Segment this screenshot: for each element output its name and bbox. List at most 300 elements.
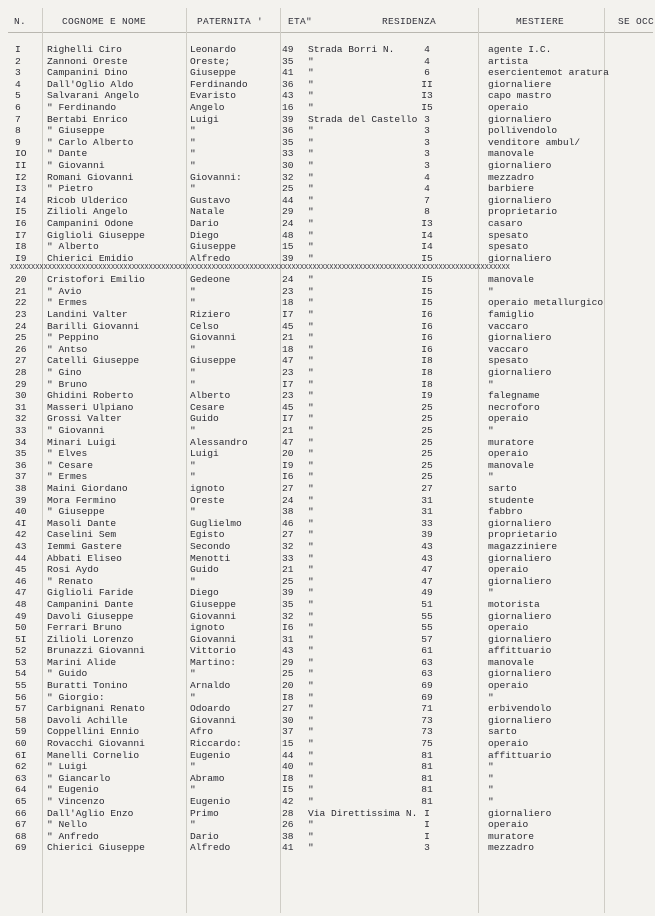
row-name: Campanini Dino xyxy=(47,67,128,79)
row-house-number: I3 xyxy=(421,90,433,102)
header-residenza: RESIDENZA xyxy=(382,16,437,27)
row-house-number: I8 xyxy=(421,355,433,367)
table-rows-part-2 xyxy=(0,274,655,854)
header-rule xyxy=(8,32,653,33)
row-residenza: " xyxy=(308,564,314,576)
table-row xyxy=(0,692,655,704)
row-name: Minari Luigi xyxy=(47,436,117,448)
row-number: 49 xyxy=(15,610,27,622)
row-paternita: " xyxy=(190,575,196,587)
row-eta: 18 xyxy=(282,343,294,355)
row-mestiere: capo mastro xyxy=(488,90,552,102)
row-number: 4I xyxy=(15,517,27,529)
row-paternita: Arnaldo xyxy=(190,680,231,692)
row-name: " Antso xyxy=(47,343,88,355)
row-eta: 47 xyxy=(282,355,294,367)
row-number: 66 xyxy=(15,807,27,819)
row-residenza: " xyxy=(308,506,314,518)
row-mestiere: operaio xyxy=(488,564,529,576)
table-row xyxy=(0,773,655,785)
row-number: 29 xyxy=(15,378,27,390)
row-house-number: 4 xyxy=(424,171,430,183)
row-mestiere: operaio xyxy=(488,680,529,692)
table-row xyxy=(0,634,655,646)
row-residenza: " xyxy=(308,217,314,229)
row-paternita: " xyxy=(190,784,196,796)
row-residenza: " xyxy=(308,367,314,379)
row-eta: 20 xyxy=(282,680,294,692)
row-number: 44 xyxy=(15,552,27,564)
header-extra: SE OCC xyxy=(618,16,655,27)
row-eta: 44 xyxy=(282,194,294,206)
row-residenza: " xyxy=(308,714,314,726)
table-row xyxy=(0,541,655,553)
row-eta: 48 xyxy=(282,229,294,241)
row-name: Chierici Emidio xyxy=(47,252,134,264)
row-name: Maini Giordano xyxy=(47,482,128,494)
row-residenza: " xyxy=(308,587,314,599)
row-mestiere: operaio metallurgico xyxy=(488,297,604,309)
table-row xyxy=(0,599,655,611)
row-residenza: " xyxy=(308,633,314,645)
row-mestiere: manovale xyxy=(488,656,535,668)
row-house-number: 63 xyxy=(421,656,433,668)
row-eta: 41 xyxy=(282,842,294,854)
row-mestiere: affittuario xyxy=(488,645,552,657)
row-paternita: Menotti xyxy=(190,552,231,564)
row-mestiere: " xyxy=(488,471,494,483)
row-paternita: " xyxy=(190,343,196,355)
row-name: Dall'Oglio Aldo xyxy=(47,78,134,90)
row-paternita: Giovanni xyxy=(190,633,237,645)
row-paternita: Alberto xyxy=(190,390,231,402)
row-mestiere: fabbro xyxy=(488,506,523,518)
row-paternita: Guglielmo xyxy=(190,517,242,529)
row-house-number: 3 xyxy=(424,842,430,854)
row-paternita: Alessandro xyxy=(190,436,248,448)
row-eta: 47 xyxy=(282,436,294,448)
row-eta: 28 xyxy=(282,807,294,819)
row-name: Campanini Dante xyxy=(47,598,134,610)
row-paternita: Angelo xyxy=(190,101,225,113)
row-name: Zilioli Lorenzo xyxy=(47,633,134,645)
row-mestiere: " xyxy=(488,761,494,773)
table-row xyxy=(0,518,655,530)
table-row xyxy=(0,529,655,541)
table-row xyxy=(0,576,655,588)
row-residenza: " xyxy=(308,390,314,402)
row-name: " Carlo Alberto xyxy=(47,136,134,148)
row-house-number: 25 xyxy=(421,413,433,425)
row-residenza: " xyxy=(308,471,314,483)
row-mestiere: giornaliero xyxy=(488,552,552,564)
table-row xyxy=(0,796,655,808)
row-number: I4 xyxy=(15,194,27,206)
row-name: Ricob Ulderico xyxy=(47,194,128,206)
table-row xyxy=(0,831,655,843)
row-eta: 15 xyxy=(282,738,294,750)
row-paternita: Giuseppe xyxy=(190,355,237,367)
row-name: " Peppino xyxy=(47,332,99,344)
row-house-number: 81 xyxy=(421,796,433,807)
row-house-number: I4 xyxy=(421,241,433,253)
row-mestiere: sarto xyxy=(488,726,517,738)
row-number: 25 xyxy=(15,332,27,344)
row-number: 56 xyxy=(15,691,27,703)
header-n: N. xyxy=(14,16,27,27)
row-paternita: Diego xyxy=(190,229,219,241)
row-mestiere: giornaliero xyxy=(488,633,552,645)
row-number: 62 xyxy=(15,761,27,773)
row-mestiere: magazziniere xyxy=(488,540,558,552)
row-paternita: Gedeone xyxy=(190,274,231,286)
row-residenza: " xyxy=(308,413,314,425)
row-mestiere: giornaliero xyxy=(488,113,552,125)
table-row xyxy=(0,611,655,623)
table-row xyxy=(0,703,655,715)
header-mestiere: MESTIERE xyxy=(516,16,565,27)
row-mestiere: " xyxy=(488,285,494,297)
row-mestiere: proprietario xyxy=(488,529,558,541)
row-residenza: " xyxy=(308,355,314,367)
row-residenza: " xyxy=(308,529,314,541)
row-paternita: Natale xyxy=(190,206,225,218)
row-house-number: 55 xyxy=(421,622,433,634)
row-name: Brunazzi Giovanni xyxy=(47,645,145,657)
row-residenza: Via Direttissima N. xyxy=(308,807,418,819)
row-paternita: Oreste xyxy=(190,494,225,506)
row-eta: 25 xyxy=(282,575,294,587)
table-row xyxy=(0,784,655,796)
row-mestiere: venditore ambul/ xyxy=(488,136,581,148)
row-number: IO xyxy=(15,148,27,160)
table-row xyxy=(0,206,655,218)
row-house-number: 8 xyxy=(424,206,430,218)
row-paternita: " xyxy=(190,183,196,195)
row-eta: 25 xyxy=(282,183,294,195)
row-paternita: Giovanni: xyxy=(190,171,242,183)
table-row xyxy=(0,297,655,309)
row-eta: 40 xyxy=(282,761,294,773)
row-residenza: Strada Borri N. xyxy=(308,44,395,55)
row-house-number: 69 xyxy=(421,680,433,692)
row-eta: 16 xyxy=(282,101,294,113)
row-name: Landini Valter xyxy=(47,309,128,321)
row-mestiere: muratore xyxy=(488,830,535,842)
row-paternita: " xyxy=(190,367,196,379)
table-row xyxy=(0,230,655,242)
row-name: Masseri Ulpiano xyxy=(47,401,134,413)
table-row xyxy=(0,390,655,402)
table-row xyxy=(0,808,655,820)
row-name: Ghidini Roberto xyxy=(47,390,134,402)
row-eta: 39 xyxy=(282,587,294,599)
row-house-number: 31 xyxy=(421,506,433,518)
row-paternita: " xyxy=(190,761,196,773)
row-name: " Ferdinando xyxy=(47,101,117,113)
row-paternita: " xyxy=(190,148,196,160)
row-residenza: " xyxy=(308,90,314,102)
row-eta: 35 xyxy=(282,55,294,67)
row-residenza: " xyxy=(308,125,314,137)
table-row xyxy=(0,367,655,379)
row-number: 24 xyxy=(15,320,27,332)
row-residenza: " xyxy=(308,401,314,413)
row-mestiere: proprietario xyxy=(488,206,558,218)
row-residenza: " xyxy=(308,343,314,355)
row-number: 52 xyxy=(15,645,27,657)
table-row xyxy=(0,425,655,437)
table-row xyxy=(0,622,655,634)
row-house-number: 25 xyxy=(421,425,433,436)
row-paternita: Alfredo xyxy=(190,252,231,264)
row-mestiere: manovale xyxy=(488,274,535,286)
row-paternita: Egisto xyxy=(190,529,225,541)
row-mestiere: giornaliero xyxy=(488,575,552,587)
row-residenza: " xyxy=(308,726,314,738)
row-number: 6I xyxy=(15,749,27,761)
table-row xyxy=(0,344,655,356)
row-paternita: Gustavo xyxy=(190,194,231,206)
row-mestiere: operaio xyxy=(488,622,529,634)
row-paternita: Riziero xyxy=(190,309,231,321)
row-name: Zilioli Angelo xyxy=(47,206,128,218)
row-house-number: I9 xyxy=(421,390,433,402)
row-number: 43 xyxy=(15,540,27,552)
row-mestiere: vaccaro xyxy=(488,343,529,355)
row-mestiere: mezzadro xyxy=(488,171,535,183)
table-row xyxy=(0,44,655,56)
table-row xyxy=(0,148,655,160)
row-paternita: Eugenio xyxy=(190,749,231,761)
row-paternita: " xyxy=(190,691,196,703)
row-mestiere: manovale xyxy=(488,148,535,160)
row-number: 20 xyxy=(15,274,27,286)
row-number: II xyxy=(15,159,27,171)
row-mestiere: mezzadro xyxy=(488,842,535,854)
row-paternita: " xyxy=(190,136,196,148)
row-house-number: 39 xyxy=(421,529,433,541)
table-row xyxy=(0,506,655,518)
row-number: I8 xyxy=(15,241,27,253)
table-row xyxy=(0,253,655,265)
row-house-number: I5 xyxy=(421,297,433,309)
row-number: 4 xyxy=(15,78,21,90)
table-row xyxy=(0,645,655,657)
row-house-number: 4 xyxy=(424,183,430,195)
table-row xyxy=(0,471,655,483)
row-residenza: " xyxy=(308,598,314,610)
row-house-number: 3 xyxy=(424,125,430,137)
row-residenza: " xyxy=(308,297,314,309)
row-name: " Elves xyxy=(47,448,88,460)
row-name: " Luigi xyxy=(47,761,88,773)
row-house-number: 63 xyxy=(421,668,433,680)
row-mestiere: " xyxy=(488,691,494,703)
row-mestiere: spesato xyxy=(488,229,529,241)
row-mestiere: operaio xyxy=(488,413,529,425)
row-number: I6 xyxy=(15,217,27,229)
row-eta: 32 xyxy=(282,610,294,622)
row-name: Bertabi Enrico xyxy=(47,113,128,125)
row-number: 59 xyxy=(15,726,27,738)
table-row xyxy=(0,460,655,472)
row-residenza: " xyxy=(308,703,314,715)
row-house-number: 81 xyxy=(421,761,433,773)
row-paternita: Afro xyxy=(190,726,214,738)
row-eta: 32 xyxy=(282,540,294,552)
row-mestiere: giornaliero xyxy=(488,159,552,171)
row-name: Rosi Aydo xyxy=(47,564,99,576)
row-eta: 15 xyxy=(282,241,294,253)
row-paternita: Alfredo xyxy=(190,842,231,854)
register-table xyxy=(0,44,655,854)
row-house-number: 25 xyxy=(421,459,433,471)
row-house-number: 25 xyxy=(421,448,433,460)
row-house-number: 43 xyxy=(421,540,433,552)
table-row xyxy=(0,172,655,184)
row-paternita: Celso xyxy=(190,320,219,332)
row-house-number: I5 xyxy=(421,285,433,297)
row-name: Romani Giovanni xyxy=(47,171,134,183)
row-house-number: 3 xyxy=(424,148,430,160)
row-mestiere: sarto xyxy=(488,482,517,494)
row-number: 33 xyxy=(15,425,27,436)
row-number: 36 xyxy=(15,459,27,471)
row-residenza: " xyxy=(308,332,314,344)
row-mestiere: agente I.C. xyxy=(488,44,552,55)
row-number: I5 xyxy=(15,206,27,218)
row-eta: I5 xyxy=(282,784,294,796)
row-mestiere: spesato xyxy=(488,355,529,367)
header-cognome-nome: COGNOME E NOME xyxy=(62,16,147,27)
row-paternita: Cesare xyxy=(190,401,225,413)
row-eta: 25 xyxy=(282,668,294,680)
row-eta: 36 xyxy=(282,78,294,90)
row-house-number: I6 xyxy=(421,343,433,355)
row-eta: 29 xyxy=(282,206,294,218)
row-residenza: " xyxy=(308,482,314,494)
row-house-number: I3 xyxy=(421,217,433,229)
row-paternita: " xyxy=(190,819,196,831)
row-residenza: " xyxy=(308,148,314,160)
table-row xyxy=(0,819,655,831)
table-row xyxy=(0,738,655,750)
table-row xyxy=(0,274,655,286)
row-residenza: " xyxy=(308,171,314,183)
row-name: Ferrari Bruno xyxy=(47,622,122,634)
row-number: 58 xyxy=(15,714,27,726)
row-eta: 23 xyxy=(282,390,294,402)
row-house-number: 27 xyxy=(421,482,433,494)
table-row xyxy=(0,321,655,333)
row-number: 23 xyxy=(15,309,27,321)
row-house-number: I8 xyxy=(421,378,433,390)
row-residenza: " xyxy=(308,274,314,286)
row-house-number: 25 xyxy=(421,401,433,413)
row-eta: 43 xyxy=(282,645,294,657)
row-residenza: " xyxy=(308,136,314,148)
row-paternita: Giuseppe xyxy=(190,67,237,79)
row-paternita: " xyxy=(190,297,196,309)
header-paternita: PATERNITA ' xyxy=(197,16,264,27)
row-mestiere: esercientemot aratura xyxy=(488,67,609,79)
row-house-number: 81 xyxy=(421,749,433,761)
row-name: Iemmi Gastere xyxy=(47,540,122,552)
row-number: 39 xyxy=(15,494,27,506)
row-residenza: " xyxy=(308,830,314,842)
row-house-number: 55 xyxy=(421,610,433,622)
row-paternita: " xyxy=(190,668,196,680)
row-name: Marini Alide xyxy=(47,656,117,668)
row-number: 45 xyxy=(15,564,27,576)
table-row xyxy=(0,680,655,692)
table-row xyxy=(0,183,655,195)
row-eta: 24 xyxy=(282,274,294,286)
row-house-number: 71 xyxy=(421,703,433,715)
row-paternita: Oreste; xyxy=(190,55,231,67)
row-number: 55 xyxy=(15,680,27,692)
row-number: 22 xyxy=(15,297,27,309)
row-residenza: " xyxy=(308,229,314,241)
row-name: Cristofori Emilio xyxy=(47,274,145,286)
row-name: Davoli Achille xyxy=(47,714,128,726)
row-house-number: 47 xyxy=(421,575,433,587)
table-row xyxy=(0,355,655,367)
table-row xyxy=(0,448,655,460)
row-eta: 45 xyxy=(282,320,294,332)
row-paternita: Secondo xyxy=(190,540,231,552)
row-residenza: " xyxy=(308,78,314,90)
row-name: Carbignani Renato xyxy=(47,703,145,715)
row-residenza: " xyxy=(308,206,314,218)
row-number: I xyxy=(15,44,21,55)
row-house-number: 3 xyxy=(424,113,430,125)
row-house-number: II xyxy=(421,78,433,90)
row-residenza: " xyxy=(308,378,314,390)
row-mestiere: operaio xyxy=(488,448,529,460)
row-mestiere: operaio xyxy=(488,738,529,750)
table-row xyxy=(0,309,655,321)
table-row xyxy=(0,668,655,680)
row-name: " Nello xyxy=(47,819,88,831)
row-number: 54 xyxy=(15,668,27,680)
row-name: " Guido xyxy=(47,668,88,680)
row-number: 67 xyxy=(15,819,27,831)
row-eta: 43 xyxy=(282,90,294,102)
row-eta: 30 xyxy=(282,159,294,171)
row-residenza: " xyxy=(308,784,314,796)
row-name: Manelli Cornelio xyxy=(47,749,140,761)
table-row xyxy=(0,495,655,507)
row-name: Mora Fermino xyxy=(47,494,117,506)
header-eta: ETA" xyxy=(288,16,313,27)
row-residenza: " xyxy=(308,285,314,297)
row-mestiere: giornaliero xyxy=(488,610,552,622)
row-eta: 41 xyxy=(282,67,294,79)
row-mestiere: " xyxy=(488,425,494,436)
row-residenza: " xyxy=(308,796,314,807)
row-number: 40 xyxy=(15,506,27,518)
row-mestiere: manovale xyxy=(488,459,535,471)
row-mestiere: casaro xyxy=(488,217,523,229)
row-paternita: Luigi xyxy=(190,113,219,125)
row-eta: 44 xyxy=(282,749,294,761)
row-eta: 27 xyxy=(282,529,294,541)
row-eta: 45 xyxy=(282,401,294,413)
row-number: I3 xyxy=(15,183,27,195)
table-row xyxy=(0,125,655,137)
